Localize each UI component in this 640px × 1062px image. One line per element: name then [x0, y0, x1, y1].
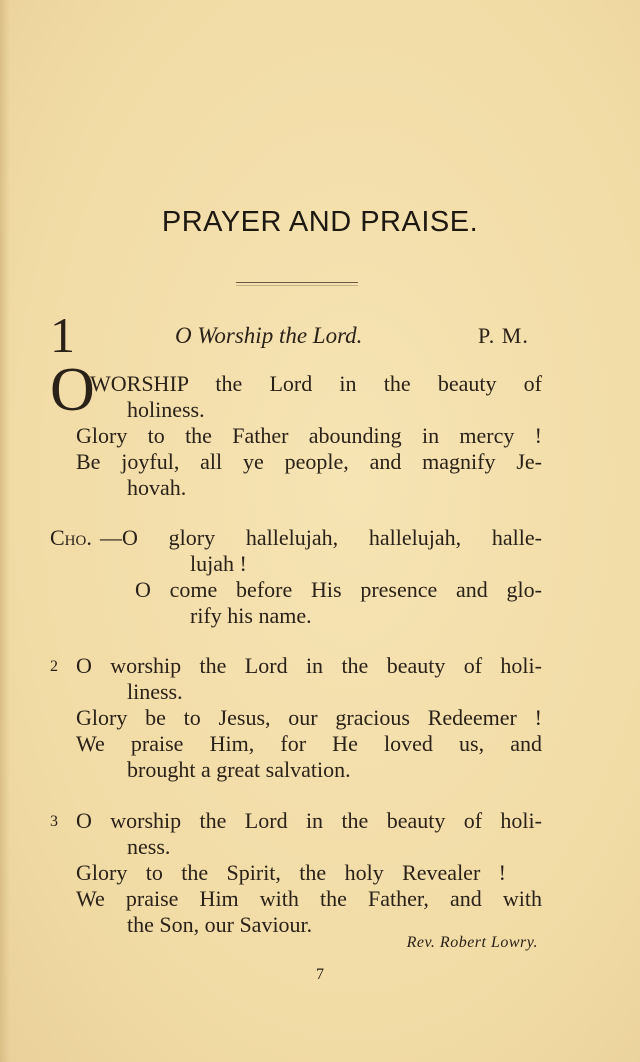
verse1-line: Glory to the Father abounding in mercy ! — [76, 423, 542, 448]
title-divider — [236, 282, 358, 283]
verse2-line: We praise Him, for He loved us, and — [76, 731, 542, 756]
verse3-line: ness. — [127, 834, 171, 859]
verse1-line: Be joyful, all ye people, and magnify Je- — [76, 449, 542, 474]
verse2-line: liness. — [127, 679, 183, 704]
hymn-meter: P. M. — [478, 323, 529, 348]
verse2-line: O worship the Lord in the beauty of holi- — [76, 653, 542, 678]
page-edge-shadow — [0, 0, 10, 1062]
title-divider-shadow — [236, 285, 358, 286]
page-number: 7 — [316, 966, 324, 983]
hymn-number: 1 — [50, 307, 75, 363]
drop-cap: O — [50, 356, 95, 424]
verse-number: 2 — [50, 658, 58, 675]
chorus-label — [50, 525, 92, 551]
chorus-label-text: Cho. — [50, 525, 92, 550]
chorus-line: rify his name. — [190, 603, 312, 628]
verse2-line: Glory be to Jesus, our gracious Redeemer ! — [76, 705, 542, 730]
hymn-title: O Worship the Lord. — [175, 323, 363, 348]
page-title: PRAYER AND PRAISE. — [161, 206, 479, 238]
verse1-line: holiness. — [127, 397, 205, 422]
attribution: Rev. Robert Lowry. — [406, 934, 538, 951]
chorus-line: lujah ! — [190, 551, 247, 576]
verse3-line: Glory to the Spirit, the holy Revealer ! — [76, 860, 506, 885]
verse1-line: hovah. — [127, 475, 187, 500]
verse3-line: O worship the Lord in the beauty of holi- — [76, 808, 542, 833]
verse1-line: WORSHIP the Lord in the beauty of — [90, 371, 542, 396]
verse-number: 3 — [50, 813, 58, 830]
chorus-line: O come before His presence and glo- — [135, 577, 542, 602]
verse2-line: brought a great salvation. — [127, 757, 351, 782]
verse3-line: We praise Him with the Father, and with — [76, 886, 542, 911]
verse3-line: the Son, our Saviour. — [127, 912, 313, 937]
chorus-line: —O glory hallelujah, hallelujah, halle- — [100, 525, 542, 550]
